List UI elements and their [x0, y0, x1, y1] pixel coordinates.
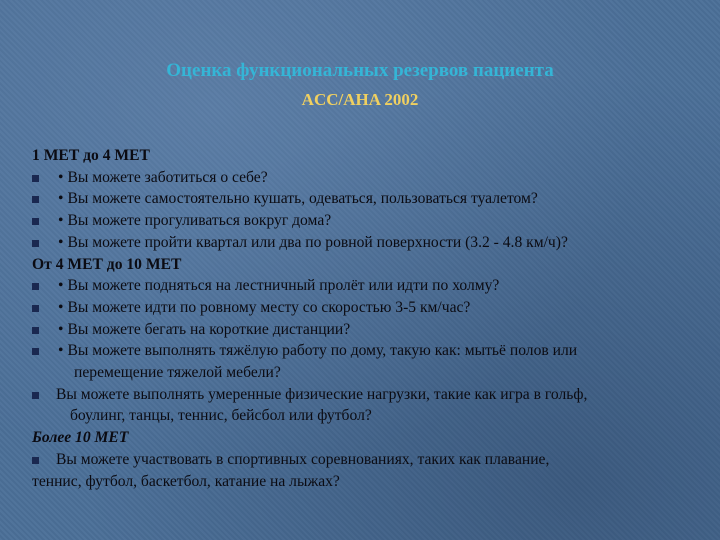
list-item-text: Вы можете самостоятельно кушать, одеваться, пользоваться туалетом?	[67, 190, 538, 208]
slide-title: Оценка функциональных резервов пациента	[166, 60, 554, 81]
square-bullet-icon	[32, 348, 39, 355]
list-item	[32, 232, 702, 254]
square-bullet-icon	[32, 240, 39, 247]
dot-marker: •	[58, 298, 64, 316]
dot-marker: •	[58, 168, 64, 186]
list-item-text: Вы можете выполнять тяжёлую работу по дому, такую как: мытьё полов или	[67, 342, 578, 360]
dot-marker: •	[58, 212, 64, 230]
slide-content	[32, 145, 702, 492]
list-item-text: Вы можете подняться на лестничный пролёт или идти по холму?	[67, 277, 500, 295]
list-item-text: Вы можете пройти квартал или два по ровной поверхности (3.2 - 4.8 км/ч)?	[67, 233, 568, 251]
list-item	[32, 384, 702, 427]
list-item-text: Вы можете участвовать в спортивных соревнованиях, таких как плавание,	[56, 450, 550, 468]
section-heading-1-4-met: 1 МЕТ до 4 МЕТ	[32, 147, 150, 164]
list-item-text: Вы можете бегать на короткие дистанции?	[67, 320, 351, 338]
list-item-text: Вы можете идти по ровному месту со скоростью 3-5 км/час?	[67, 298, 471, 316]
dot-marker: •	[58, 190, 64, 208]
list-item	[32, 340, 702, 383]
dot-marker: •	[58, 320, 64, 338]
dot-marker: •	[58, 277, 64, 295]
list-item	[32, 297, 702, 319]
square-bullet-icon	[32, 457, 39, 464]
list-item	[32, 449, 702, 492]
square-bullet-icon	[32, 283, 39, 290]
list-item-text: Вы можете выполнять умеренные физические нагрузки, такие как игра в гольф,	[56, 385, 588, 403]
square-bullet-icon	[32, 327, 39, 334]
list-item-text: Вы можете заботиться о себе?	[67, 168, 268, 186]
section-heading-4-10-met: От 4 МЕТ до 10 МЕТ	[32, 255, 182, 273]
section-heading-over-10-met: Более 10 МЕТ	[32, 429, 129, 447]
list-item	[32, 275, 702, 297]
list-item-text: Вы можете прогуливаться вокруг дома?	[67, 212, 332, 230]
square-bullet-icon	[32, 392, 39, 399]
square-bullet-icon	[32, 218, 39, 225]
title-block	[0, 60, 720, 110]
list-item	[32, 188, 702, 210]
list-item-text-continued: боулинг, танцы, теннис, бейсбол или футбол?	[70, 407, 372, 425]
list-item-text-continued: перемещение тяжелой мебели?	[74, 364, 281, 382]
square-bullet-icon	[32, 305, 39, 312]
list-item	[32, 319, 702, 341]
square-bullet-icon	[32, 196, 39, 203]
list-item	[32, 210, 702, 232]
dot-marker: •	[58, 342, 64, 360]
list-item	[32, 167, 702, 189]
dot-marker: •	[58, 233, 64, 251]
list-item-text-continued: теннис, футбол, баскетбол, катание на лыжах?	[32, 472, 340, 490]
slide-subtitle: ACC/AHA 2002	[301, 90, 419, 109]
square-bullet-icon	[32, 175, 39, 182]
